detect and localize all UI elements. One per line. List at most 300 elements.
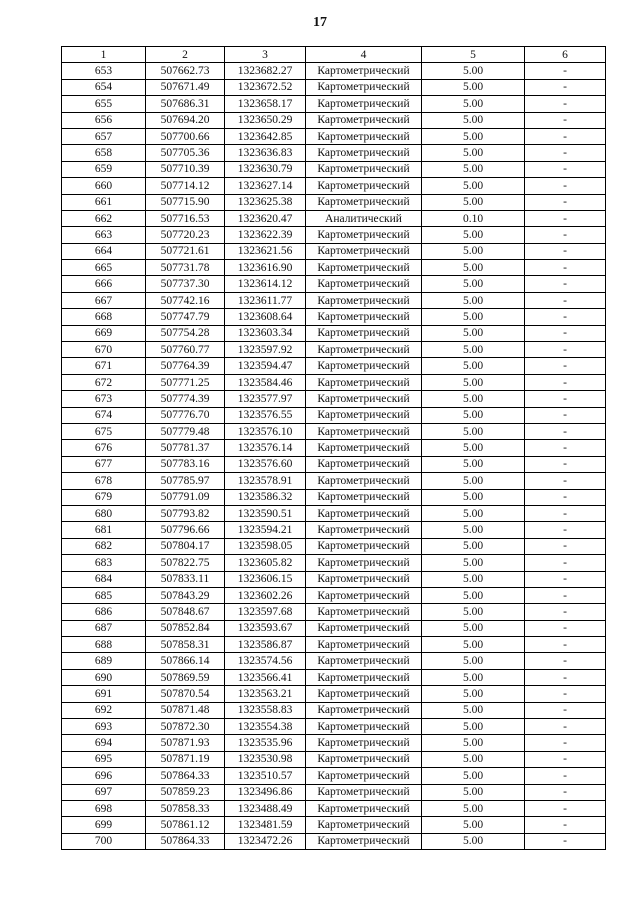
point-number-cell: 654 <box>62 79 146 95</box>
description-cell: - <box>525 637 606 653</box>
accuracy-cell: 5.00 <box>422 243 525 259</box>
table-row <box>62 227 606 243</box>
accuracy-cell: 5.00 <box>422 669 525 685</box>
table-row <box>62 833 606 849</box>
description-cell: - <box>525 751 606 767</box>
table-row <box>62 686 606 702</box>
method-cell: Картометрический <box>306 63 422 79</box>
x-coordinate-cell: 507833.11 <box>146 571 225 587</box>
x-coordinate-cell: 507859.23 <box>146 784 225 800</box>
point-number-cell: 662 <box>62 210 146 226</box>
point-number-cell: 699 <box>62 817 146 833</box>
accuracy-cell: 5.00 <box>422 702 525 718</box>
x-coordinate-cell: 507671.49 <box>146 79 225 95</box>
y-coordinate-cell: 1323594.21 <box>225 522 306 538</box>
x-coordinate-cell: 507705.36 <box>146 145 225 161</box>
method-cell: Картометрический <box>306 96 422 112</box>
table-row <box>62 440 606 456</box>
header-cell-3: 3 <box>225 47 306 63</box>
accuracy-cell: 5.00 <box>422 161 525 177</box>
point-number-cell: 666 <box>62 276 146 292</box>
accuracy-cell: 5.00 <box>422 178 525 194</box>
y-coordinate-cell: 1323598.05 <box>225 538 306 554</box>
y-coordinate-cell: 1323614.12 <box>225 276 306 292</box>
x-coordinate-cell: 507742.16 <box>146 292 225 308</box>
table-row <box>62 423 606 439</box>
accuracy-cell: 5.00 <box>422 96 525 112</box>
y-coordinate-cell: 1323481.59 <box>225 817 306 833</box>
description-cell: - <box>525 374 606 390</box>
table-row <box>62 473 606 489</box>
description-cell: - <box>525 227 606 243</box>
x-coordinate-cell: 507720.23 <box>146 227 225 243</box>
method-cell: Картометрический <box>306 79 422 95</box>
x-coordinate-cell: 507710.39 <box>146 161 225 177</box>
accuracy-cell: 5.00 <box>422 112 525 128</box>
y-coordinate-cell: 1323577.97 <box>225 391 306 407</box>
x-coordinate-cell: 507848.67 <box>146 604 225 620</box>
y-coordinate-cell: 1323636.83 <box>225 145 306 161</box>
method-cell: Картометрический <box>306 833 422 849</box>
point-number-cell: 687 <box>62 620 146 636</box>
method-cell: Картометрический <box>306 555 422 571</box>
table-row <box>62 735 606 751</box>
method-cell: Картометрический <box>306 604 422 620</box>
y-coordinate-cell: 1323682.27 <box>225 63 306 79</box>
method-cell: Картометрический <box>306 637 422 653</box>
y-coordinate-cell: 1323602.26 <box>225 587 306 603</box>
accuracy-cell: 5.00 <box>422 309 525 325</box>
method-cell: Картометрический <box>306 456 422 472</box>
table-row <box>62 751 606 767</box>
description-cell: - <box>525 391 606 407</box>
point-number-cell: 696 <box>62 768 146 784</box>
table-row <box>62 637 606 653</box>
x-coordinate-cell: 507774.39 <box>146 391 225 407</box>
x-coordinate-cell: 507793.82 <box>146 505 225 521</box>
y-coordinate-cell: 1323576.14 <box>225 440 306 456</box>
x-coordinate-cell: 507760.77 <box>146 342 225 358</box>
method-cell: Картометрический <box>306 735 422 751</box>
table-row <box>62 309 606 325</box>
point-number-cell: 673 <box>62 391 146 407</box>
x-coordinate-cell: 507783.16 <box>146 456 225 472</box>
description-cell: - <box>525 440 606 456</box>
description-cell: - <box>525 63 606 79</box>
accuracy-cell: 5.00 <box>422 538 525 554</box>
accuracy-cell: 5.00 <box>422 653 525 669</box>
table-row <box>62 800 606 816</box>
accuracy-cell: 5.00 <box>422 751 525 767</box>
x-coordinate-cell: 507866.14 <box>146 653 225 669</box>
header-cell-6: 6 <box>525 47 606 63</box>
y-coordinate-cell: 1323620.47 <box>225 210 306 226</box>
accuracy-cell: 5.00 <box>422 604 525 620</box>
method-cell: Картометрический <box>306 653 422 669</box>
point-number-cell: 681 <box>62 522 146 538</box>
point-number-cell: 663 <box>62 227 146 243</box>
description-cell: - <box>525 342 606 358</box>
y-coordinate-cell: 1323642.85 <box>225 128 306 144</box>
x-coordinate-cell: 507716.53 <box>146 210 225 226</box>
accuracy-cell: 5.00 <box>422 358 525 374</box>
x-coordinate-cell: 507721.61 <box>146 243 225 259</box>
x-coordinate-cell: 507822.75 <box>146 555 225 571</box>
y-coordinate-cell: 1323597.68 <box>225 604 306 620</box>
table-row <box>62 768 606 784</box>
description-cell: - <box>525 620 606 636</box>
point-number-cell: 659 <box>62 161 146 177</box>
point-number-cell: 672 <box>62 374 146 390</box>
table-row <box>62 292 606 308</box>
y-coordinate-cell: 1323627.14 <box>225 178 306 194</box>
accuracy-cell: 5.00 <box>422 719 525 735</box>
method-cell: Картометрический <box>306 276 422 292</box>
point-number-cell: 693 <box>62 719 146 735</box>
accuracy-cell: 5.00 <box>422 128 525 144</box>
point-number-cell: 700 <box>62 833 146 849</box>
table-row <box>62 587 606 603</box>
y-coordinate-cell: 1323606.15 <box>225 571 306 587</box>
point-number-cell: 694 <box>62 735 146 751</box>
method-cell: Картометрический <box>306 194 422 210</box>
description-cell: - <box>525 309 606 325</box>
table-row <box>62 489 606 505</box>
table-row <box>62 784 606 800</box>
y-coordinate-cell: 1323574.56 <box>225 653 306 669</box>
method-cell: Картометрический <box>306 505 422 521</box>
point-number-cell: 670 <box>62 342 146 358</box>
table-row <box>62 342 606 358</box>
point-number-cell: 697 <box>62 784 146 800</box>
method-cell: Картометрический <box>306 112 422 128</box>
y-coordinate-cell: 1323488.49 <box>225 800 306 816</box>
point-number-cell: 698 <box>62 800 146 816</box>
x-coordinate-cell: 507700.66 <box>146 128 225 144</box>
point-number-cell: 667 <box>62 292 146 308</box>
method-cell: Картометрический <box>306 489 422 505</box>
accuracy-cell: 5.00 <box>422 342 525 358</box>
description-cell: - <box>525 260 606 276</box>
accuracy-cell: 5.00 <box>422 456 525 472</box>
accuracy-cell: 5.00 <box>422 587 525 603</box>
description-cell: - <box>525 768 606 784</box>
method-cell: Картометрический <box>306 587 422 603</box>
method-cell: Картометрический <box>306 522 422 538</box>
method-cell: Картометрический <box>306 800 422 816</box>
header-row <box>62 47 606 63</box>
accuracy-cell: 5.00 <box>422 784 525 800</box>
accuracy-cell: 5.00 <box>422 260 525 276</box>
table-row <box>62 358 606 374</box>
description-cell: - <box>525 653 606 669</box>
y-coordinate-cell: 1323563.21 <box>225 686 306 702</box>
header-cell-5: 5 <box>422 47 525 63</box>
method-cell: Картометрический <box>306 227 422 243</box>
table-row <box>62 128 606 144</box>
method-cell: Картометрический <box>306 702 422 718</box>
table-row <box>62 522 606 538</box>
accuracy-cell: 5.00 <box>422 489 525 505</box>
description-cell: - <box>525 423 606 439</box>
description-cell: - <box>525 702 606 718</box>
table-row <box>62 817 606 833</box>
point-number-cell: 653 <box>62 63 146 79</box>
point-number-cell: 664 <box>62 243 146 259</box>
x-coordinate-cell: 507791.09 <box>146 489 225 505</box>
description-cell: - <box>525 489 606 505</box>
point-number-cell: 690 <box>62 669 146 685</box>
description-cell: - <box>525 456 606 472</box>
table-row <box>62 604 606 620</box>
y-coordinate-cell: 1323554.38 <box>225 719 306 735</box>
description-cell: - <box>525 587 606 603</box>
table-row <box>62 702 606 718</box>
method-cell: Картометрический <box>306 342 422 358</box>
description-cell: - <box>525 735 606 751</box>
table-row <box>62 653 606 669</box>
method-cell: Картометрический <box>306 719 422 735</box>
y-coordinate-cell: 1323605.82 <box>225 555 306 571</box>
description-cell: - <box>525 833 606 849</box>
point-number-cell: 677 <box>62 456 146 472</box>
description-cell: - <box>525 79 606 95</box>
table-row <box>62 407 606 423</box>
point-number-cell: 695 <box>62 751 146 767</box>
description-cell: - <box>525 178 606 194</box>
y-coordinate-cell: 1323535.96 <box>225 735 306 751</box>
x-coordinate-cell: 507852.84 <box>146 620 225 636</box>
point-number-cell: 684 <box>62 571 146 587</box>
method-cell: Картометрический <box>306 669 422 685</box>
method-cell: Картометрический <box>306 686 422 702</box>
table-row <box>62 669 606 685</box>
description-cell: - <box>525 719 606 735</box>
table-row <box>62 243 606 259</box>
table-row <box>62 79 606 95</box>
description-cell: - <box>525 161 606 177</box>
x-coordinate-cell: 507864.33 <box>146 768 225 784</box>
point-number-cell: 688 <box>62 637 146 653</box>
method-cell: Картометрический <box>306 391 422 407</box>
y-coordinate-cell: 1323650.29 <box>225 112 306 128</box>
accuracy-cell: 5.00 <box>422 637 525 653</box>
description-cell: - <box>525 604 606 620</box>
x-coordinate-cell: 507686.31 <box>146 96 225 112</box>
accuracy-cell: 5.00 <box>422 555 525 571</box>
method-cell: Картометрический <box>306 784 422 800</box>
y-coordinate-cell: 1323576.10 <box>225 423 306 439</box>
method-cell: Картометрический <box>306 243 422 259</box>
method-cell: Аналитический <box>306 210 422 226</box>
table-row <box>62 555 606 571</box>
x-coordinate-cell: 507871.93 <box>146 735 225 751</box>
x-coordinate-cell: 507771.25 <box>146 374 225 390</box>
accuracy-cell: 5.00 <box>422 79 525 95</box>
y-coordinate-cell: 1323530.98 <box>225 751 306 767</box>
x-coordinate-cell: 507694.20 <box>146 112 225 128</box>
table-row <box>62 538 606 554</box>
header-cell-4: 4 <box>306 47 422 63</box>
method-cell: Картометрический <box>306 817 422 833</box>
accuracy-cell: 5.00 <box>422 473 525 489</box>
y-coordinate-cell: 1323594.47 <box>225 358 306 374</box>
accuracy-cell: 5.00 <box>422 145 525 161</box>
accuracy-cell: 5.00 <box>422 374 525 390</box>
accuracy-cell: 5.00 <box>422 620 525 636</box>
description-cell: - <box>525 784 606 800</box>
accuracy-cell: 0.10 <box>422 210 525 226</box>
method-cell: Картометрический <box>306 620 422 636</box>
description-cell: - <box>525 194 606 210</box>
y-coordinate-cell: 1323472.26 <box>225 833 306 849</box>
x-coordinate-cell: 507754.28 <box>146 325 225 341</box>
accuracy-cell: 5.00 <box>422 686 525 702</box>
description-cell: - <box>525 817 606 833</box>
accuracy-cell: 5.00 <box>422 63 525 79</box>
method-cell: Картометрический <box>306 571 422 587</box>
x-coordinate-cell: 507796.66 <box>146 522 225 538</box>
table-row <box>62 210 606 226</box>
x-coordinate-cell: 507870.54 <box>146 686 225 702</box>
accuracy-cell: 5.00 <box>422 227 525 243</box>
accuracy-cell: 5.00 <box>422 407 525 423</box>
page-number: 17 <box>313 15 327 30</box>
table-row <box>62 374 606 390</box>
description-cell: - <box>525 145 606 161</box>
point-number-cell: 658 <box>62 145 146 161</box>
point-number-cell: 686 <box>62 604 146 620</box>
accuracy-cell: 5.00 <box>422 800 525 816</box>
method-cell: Картометрический <box>306 145 422 161</box>
point-number-cell: 682 <box>62 538 146 554</box>
method-cell: Картометрический <box>306 423 422 439</box>
description-cell: - <box>525 686 606 702</box>
description-cell: - <box>525 555 606 571</box>
y-coordinate-cell: 1323566.41 <box>225 669 306 685</box>
accuracy-cell: 5.00 <box>422 833 525 849</box>
point-number-cell: 661 <box>62 194 146 210</box>
point-number-cell: 669 <box>62 325 146 341</box>
x-coordinate-cell: 507872.30 <box>146 719 225 735</box>
x-coordinate-cell: 507776.70 <box>146 407 225 423</box>
method-cell: Картометрический <box>306 309 422 325</box>
y-coordinate-cell: 1323630.79 <box>225 161 306 177</box>
table-row <box>62 96 606 112</box>
y-coordinate-cell: 1323616.90 <box>225 260 306 276</box>
method-cell: Картометрический <box>306 538 422 554</box>
x-coordinate-cell: 507864.33 <box>146 833 225 849</box>
description-cell: - <box>525 128 606 144</box>
accuracy-cell: 5.00 <box>422 735 525 751</box>
method-cell: Картометрический <box>306 374 422 390</box>
table-header <box>62 47 606 63</box>
point-number-cell: 660 <box>62 178 146 194</box>
description-cell: - <box>525 669 606 685</box>
x-coordinate-cell: 507871.19 <box>146 751 225 767</box>
table-row <box>62 391 606 407</box>
point-number-cell: 691 <box>62 686 146 702</box>
y-coordinate-cell: 1323510.57 <box>225 768 306 784</box>
x-coordinate-cell: 507781.37 <box>146 440 225 456</box>
table-row <box>62 112 606 128</box>
table-body <box>62 63 606 850</box>
method-cell: Картометрический <box>306 473 422 489</box>
point-number-cell: 671 <box>62 358 146 374</box>
y-coordinate-cell: 1323658.17 <box>225 96 306 112</box>
description-cell: - <box>525 800 606 816</box>
x-coordinate-cell: 507662.73 <box>146 63 225 79</box>
x-coordinate-cell: 507858.33 <box>146 800 225 816</box>
accuracy-cell: 5.00 <box>422 276 525 292</box>
y-coordinate-cell: 1323586.87 <box>225 637 306 653</box>
table-row <box>62 194 606 210</box>
table-row <box>62 456 606 472</box>
accuracy-cell: 5.00 <box>422 817 525 833</box>
x-coordinate-cell: 507747.79 <box>146 309 225 325</box>
description-cell: - <box>525 112 606 128</box>
description-cell: - <box>525 292 606 308</box>
method-cell: Картометрический <box>306 260 422 276</box>
table-row <box>62 178 606 194</box>
description-cell: - <box>525 243 606 259</box>
x-coordinate-cell: 507714.12 <box>146 178 225 194</box>
accuracy-cell: 5.00 <box>422 325 525 341</box>
point-number-cell: 680 <box>62 505 146 521</box>
x-coordinate-cell: 507715.90 <box>146 194 225 210</box>
x-coordinate-cell: 507764.39 <box>146 358 225 374</box>
description-cell: - <box>525 538 606 554</box>
y-coordinate-cell: 1323622.39 <box>225 227 306 243</box>
table-row <box>62 63 606 79</box>
method-cell: Картометрический <box>306 325 422 341</box>
method-cell: Картометрический <box>306 128 422 144</box>
x-coordinate-cell: 507858.31 <box>146 637 225 653</box>
y-coordinate-cell: 1323621.56 <box>225 243 306 259</box>
method-cell: Картометрический <box>306 440 422 456</box>
y-coordinate-cell: 1323597.92 <box>225 342 306 358</box>
y-coordinate-cell: 1323603.34 <box>225 325 306 341</box>
description-cell: - <box>525 571 606 587</box>
point-number-cell: 679 <box>62 489 146 505</box>
point-number-cell: 656 <box>62 112 146 128</box>
table-row <box>62 325 606 341</box>
description-cell: - <box>525 276 606 292</box>
description-cell: - <box>525 505 606 521</box>
x-coordinate-cell: 507785.97 <box>146 473 225 489</box>
y-coordinate-cell: 1323558.83 <box>225 702 306 718</box>
y-coordinate-cell: 1323608.64 <box>225 309 306 325</box>
point-number-cell: 674 <box>62 407 146 423</box>
x-coordinate-cell: 507861.12 <box>146 817 225 833</box>
method-cell: Картометрический <box>306 292 422 308</box>
y-coordinate-cell: 1323578.91 <box>225 473 306 489</box>
y-coordinate-cell: 1323593.67 <box>225 620 306 636</box>
accuracy-cell: 5.00 <box>422 440 525 456</box>
description-cell: - <box>525 522 606 538</box>
y-coordinate-cell: 1323586.32 <box>225 489 306 505</box>
y-coordinate-cell: 1323672.52 <box>225 79 306 95</box>
point-number-cell: 689 <box>62 653 146 669</box>
table-row <box>62 620 606 636</box>
point-number-cell: 675 <box>62 423 146 439</box>
accuracy-cell: 5.00 <box>422 768 525 784</box>
y-coordinate-cell: 1323611.77 <box>225 292 306 308</box>
point-number-cell: 665 <box>62 260 146 276</box>
x-coordinate-cell: 507737.30 <box>146 276 225 292</box>
accuracy-cell: 5.00 <box>422 522 525 538</box>
accuracy-cell: 5.00 <box>422 571 525 587</box>
